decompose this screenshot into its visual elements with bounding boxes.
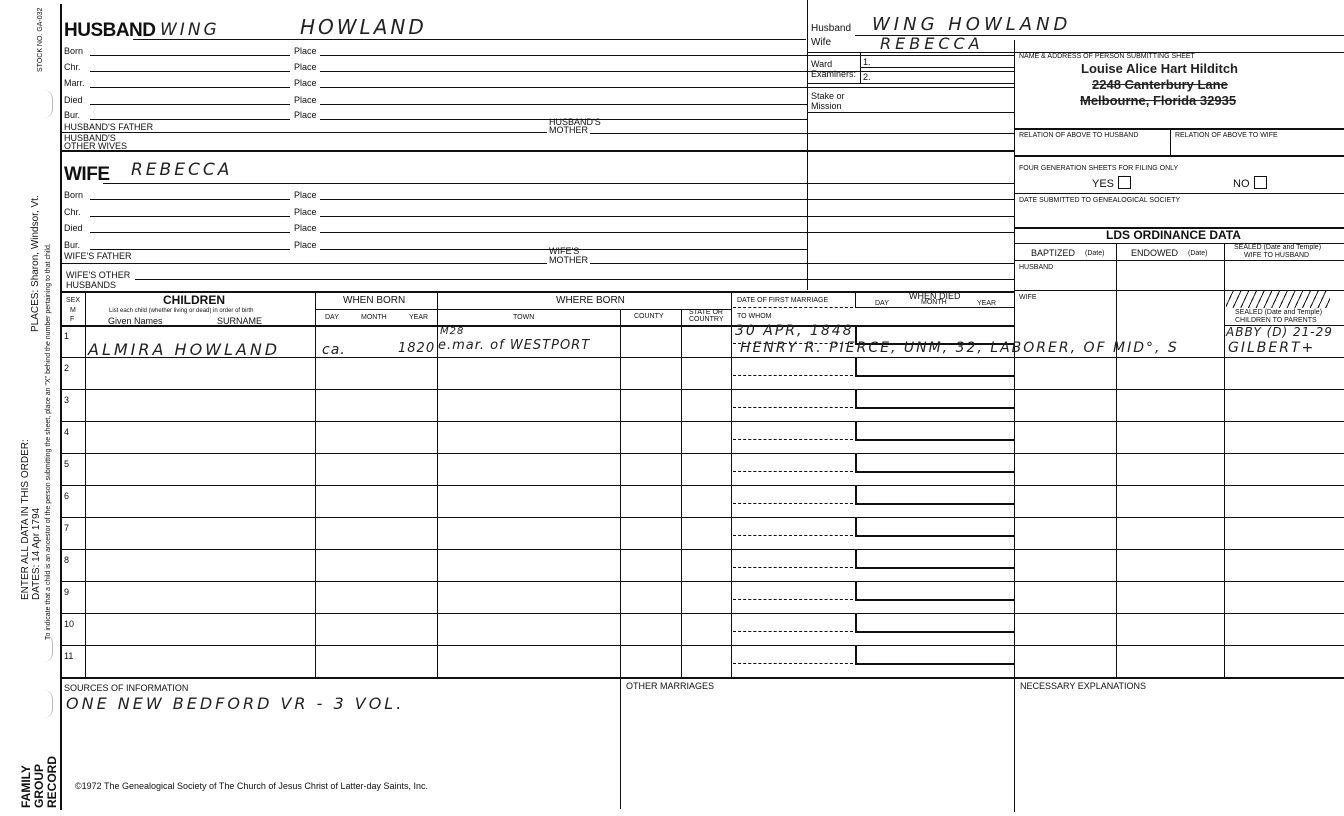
relation-husband-label: RELATION OF ABOVE TO HUSBAND (1019, 132, 1139, 139)
line (85, 291, 86, 677)
sources-label: SOURCES OF INFORMATION (64, 683, 189, 693)
state-l1: STATE OR (689, 309, 723, 316)
child1-day: ca. (322, 342, 346, 358)
wife-died-place-label: Place (294, 223, 317, 233)
husband-mother-l2: MOTHER (549, 125, 588, 135)
husband-died-label: Died (64, 95, 83, 105)
line (60, 132, 547, 133)
when-born-label: WHEN BORN (343, 295, 406, 306)
line (315, 309, 437, 310)
child1-sealed-note: ABBY (D) 21-29 (1226, 325, 1333, 339)
row-number: 7 (64, 523, 70, 533)
line (90, 104, 290, 105)
died-box-bottom (855, 375, 1014, 377)
stake-l1: Stake or (811, 91, 845, 101)
line (90, 199, 290, 200)
husband-other-l1: HUSBAND'S (64, 133, 116, 143)
necessary-explanations-label: NECESSARY EXPLANATIONS (1020, 681, 1147, 691)
line (590, 263, 1014, 264)
died-box-side (855, 421, 857, 441)
endowed-label: ENDOWED (1131, 248, 1178, 258)
died-box-bottom (855, 471, 1014, 473)
line (60, 677, 1344, 679)
line (437, 309, 731, 310)
baptized-date-label: (Date) (1085, 250, 1105, 257)
no-checkbox[interactable] (1254, 176, 1267, 189)
husband-died-place-label: Place (294, 95, 317, 105)
died-box-side (855, 549, 857, 569)
husband-marr-label: Marr. (64, 78, 85, 88)
husband-other-l2: OTHER WIVES (64, 141, 128, 151)
dates-note: DATES: 14 Apr 1794 (31, 507, 42, 600)
row-number: 4 (64, 427, 70, 437)
died-box-side (855, 613, 857, 633)
wife-chr-label: Chr. (64, 207, 81, 217)
line (90, 55, 290, 56)
row-line (60, 645, 1344, 646)
baptized-label: BAPTIZED (1031, 248, 1076, 258)
right-section-divider (807, 0, 808, 290)
died-box-bottom (855, 439, 1014, 441)
dash (733, 307, 853, 308)
born-month-label: MONTH (361, 314, 387, 321)
line (1170, 128, 1171, 155)
died-box-bottom (855, 503, 1014, 505)
yes-label: YES (1092, 178, 1115, 190)
child1-to-whom: HENRY R. PIERCE, UNM, 32, LABORER, OF MID°, S (740, 340, 1179, 356)
relation-wife-label: RELATION OF ABOVE TO WIFE (1175, 132, 1278, 139)
to-whom-label: TO WHOM (737, 313, 772, 320)
sealed-parents-l1: SEALED (Date and Temple) (1235, 309, 1323, 316)
child1-marriage-date: 30 APR, 1848 (735, 323, 854, 339)
child1-town-note: M28 (440, 326, 465, 337)
submitter-name: Louise Alice Hart Hilditch (1081, 61, 1238, 76)
given-names-label: Given Names (108, 316, 163, 326)
sex-label: SEX (66, 297, 81, 304)
died-month-label: MONTH (921, 299, 947, 306)
line (807, 112, 1014, 113)
lds-husband-label: HUSBAND (1019, 264, 1054, 271)
marriage-dash (733, 631, 853, 632)
submitter-address2: Melbourne, Florida 32935 (1080, 93, 1237, 108)
wife-other-l2: HUSBANDS (66, 280, 117, 290)
date-submitted-label: DATE SUBMITTED TO GENEALOGICAL SOCIETY (1019, 197, 1181, 204)
row-line (60, 613, 1344, 614)
born-day-label: DAY (325, 314, 339, 321)
line (807, 83, 1014, 84)
line (620, 309, 621, 677)
row-line (60, 581, 1344, 582)
surname-label: SURNAME (217, 316, 263, 326)
line (90, 119, 290, 120)
line (60, 150, 1014, 152)
husband-chr-label: Chr. (64, 62, 81, 72)
line (1014, 193, 1344, 194)
row-number: 10 (64, 619, 75, 629)
line (90, 87, 290, 88)
line (320, 216, 1014, 217)
husband-father-label: HUSBAND'S FATHER (64, 122, 154, 132)
left-border (60, 4, 62, 810)
wife-born-place-label: Place (294, 190, 317, 200)
line (855, 291, 856, 307)
binder-hole-2 (44, 634, 53, 662)
marriage-dash (733, 407, 853, 408)
died-box-bottom (855, 663, 1014, 665)
row-line (60, 517, 1344, 518)
lds-title: LDS ORDINANCE DATA (1106, 228, 1241, 242)
county-label: COUNTY (634, 313, 664, 320)
no-label: NO (1233, 178, 1250, 190)
husband-born-place-label: Place (294, 46, 317, 56)
husband-given: WING (160, 20, 220, 40)
hatched-box (1226, 291, 1330, 308)
row-number: 6 (64, 491, 70, 501)
line (1116, 243, 1117, 677)
line (320, 55, 1014, 56)
child1-sealed-name: GILBERT+ (1228, 340, 1316, 356)
died-box-bottom (855, 567, 1014, 569)
sex-f: F (70, 316, 75, 323)
wife-bur-label: Bur. (64, 240, 81, 250)
sealed-wife-l2: WIFE TO HUSBAND (1244, 252, 1310, 259)
binder-hole-3 (44, 690, 53, 718)
wife-label: WIFE (64, 164, 110, 185)
record-label: RECORD (45, 755, 59, 808)
died-box-side (855, 485, 857, 505)
line (860, 67, 1014, 68)
right-wife-label: Wife (811, 37, 831, 48)
stock-number: STOCK NO. GA-032 (37, 7, 44, 72)
marriage-dash (733, 663, 853, 664)
lds-wife-label: WIFE (1019, 294, 1037, 301)
sealed-wife-l1: SEALED (Date and Temple) (1234, 244, 1322, 251)
row-number: 2 (64, 363, 70, 373)
line (620, 677, 621, 809)
marriage-dash (733, 567, 853, 568)
child1-year: 1820 (398, 341, 436, 356)
line (60, 263, 547, 264)
died-box-bottom (855, 535, 1014, 537)
marriage-dash (733, 535, 853, 536)
enter-all-data: ENTER ALL DATA IN THIS ORDER: (20, 439, 31, 600)
copyright: ©1972 The Genealogical Society of The Church of Jesus Christ of Latter-day Saints, Inc. (75, 781, 428, 791)
row-line (60, 453, 1344, 454)
husband-chr-place-label: Place (294, 62, 317, 72)
line (1014, 128, 1344, 130)
line (90, 216, 290, 217)
marriage-dash (733, 503, 853, 504)
examiner-2: 2. (863, 72, 871, 82)
wife-other-l1: WIFE'S OTHER (66, 270, 131, 280)
ward-label-l1: Ward (811, 59, 833, 69)
died-year-label: YEAR (977, 300, 997, 307)
wife-died-label: Died (64, 223, 83, 233)
wife-chr-place-label: Place (294, 207, 317, 217)
sex-m: M (70, 307, 76, 314)
died-box-side (855, 357, 857, 377)
group-label: GROUP (32, 763, 46, 808)
row-line (60, 389, 1344, 390)
line (681, 309, 682, 677)
line (320, 232, 1014, 233)
died-box-bottom (855, 631, 1014, 633)
row-number: 9 (64, 587, 70, 597)
line (90, 249, 290, 250)
row-number: 5 (64, 459, 70, 469)
line (60, 325, 1014, 327)
child1-name: ALMIRA HOWLAND (88, 340, 281, 359)
binder-hole-1 (44, 90, 53, 118)
marriage-dash (733, 439, 853, 440)
died-box-side (855, 645, 857, 665)
row-number: 11 (64, 651, 74, 661)
family-label: FAMILY (19, 765, 33, 808)
four-gen-label: FOUR GENERATION SHEETS FOR FILING ONLY (1019, 165, 1179, 172)
line (855, 307, 1014, 308)
husband-mother-l1: HUSBAND'S (549, 117, 601, 127)
line (135, 279, 1014, 280)
children-label: CHILDREN (163, 293, 225, 307)
died-box-side (855, 517, 857, 537)
born-year-label: YEAR (409, 314, 429, 321)
first-marriage-label: DATE OF FIRST MARRIAGE (737, 297, 829, 304)
line (731, 291, 732, 677)
town-label: TOWN (513, 314, 535, 321)
right-wife-value: REBECCA (880, 34, 984, 53)
died-box-side (855, 581, 857, 601)
other-marriages-label: OTHER MARRIAGES (626, 681, 715, 691)
husband-marr-place-label: Place (294, 78, 317, 88)
wife-bur-place-label: Place (294, 240, 317, 250)
husband-bur-label: Bur. (64, 110, 81, 120)
line (90, 232, 290, 233)
line (320, 104, 807, 105)
state-l2: COUNTRY (689, 316, 724, 323)
row-line (60, 421, 1344, 422)
line (103, 183, 1014, 184)
children-note: List each child (whether living or dead) in order of birth (109, 308, 254, 314)
right-husband-value: WING HOWLAND (872, 14, 1072, 35)
row-line (60, 549, 1344, 550)
line (1014, 260, 1344, 261)
died-day-label: DAY (875, 300, 889, 307)
right-husband-label: Husband (811, 23, 852, 34)
row-number: 3 (64, 395, 70, 405)
line (320, 87, 1014, 88)
line (590, 133, 1014, 134)
wife-born-label: Born (64, 190, 84, 200)
line (90, 71, 290, 72)
sources-value: ONE NEW BEDFORD VR - 3 VOL. (66, 694, 405, 713)
row-line (60, 485, 1344, 486)
submitter-address1: 2248 Canterbury Lane (1092, 77, 1228, 92)
yes-checkbox[interactable] (1118, 176, 1131, 189)
child1-town: e.mar. of WESTPORT (438, 338, 591, 353)
wife-mother-l2: MOTHER (549, 255, 588, 265)
stake-l2: Mission (811, 101, 842, 111)
marriage-dash (733, 471, 853, 472)
died-box-side (855, 389, 857, 409)
marriage-dash (733, 375, 853, 376)
died-box-bottom (855, 599, 1014, 601)
husband-label: HUSBAND (64, 20, 156, 41)
line (320, 199, 1014, 200)
row-number: 1 (64, 331, 70, 341)
marriage-dash (733, 599, 853, 600)
line (315, 291, 316, 677)
died-box-side (855, 453, 857, 473)
husband-born-label: Born (64, 46, 84, 56)
died-box-bottom (855, 407, 1014, 409)
ward-label-l2: Examiners: (811, 69, 857, 79)
endowed-date-label: (Date) (1188, 250, 1208, 257)
examiner-1: 1. (863, 57, 871, 67)
places-note: PLACES: Sharon, Windsor, Vt. (30, 195, 41, 332)
where-born-label: WHERE BORN (556, 295, 625, 306)
wife-father-label: WIFE'S FATHER (64, 251, 132, 261)
wife-name: REBECCA (131, 160, 233, 180)
line (320, 71, 1014, 72)
ancestor-note: To indicate that a child is an ancestor of the person submitting the sheet, place an "X" behind the number pertaining to that child. (45, 243, 52, 640)
row-number: 8 (64, 555, 70, 565)
line (1014, 155, 1344, 157)
husband-surname: HOWLAND (300, 15, 427, 39)
wife-mother-l1: WIFE'S (549, 246, 580, 256)
when-died-label: WHEN DIED (909, 291, 961, 301)
submitter-label: NAME & ADDRESS OF PERSON SUBMITTING SHEET (1019, 53, 1195, 60)
husband-name-line (133, 39, 806, 40)
sealed-parents-l2: CHILDREN TO PARENTS (1235, 317, 1317, 324)
line (1224, 243, 1225, 677)
husband-bur-place-label: Place (294, 110, 317, 120)
